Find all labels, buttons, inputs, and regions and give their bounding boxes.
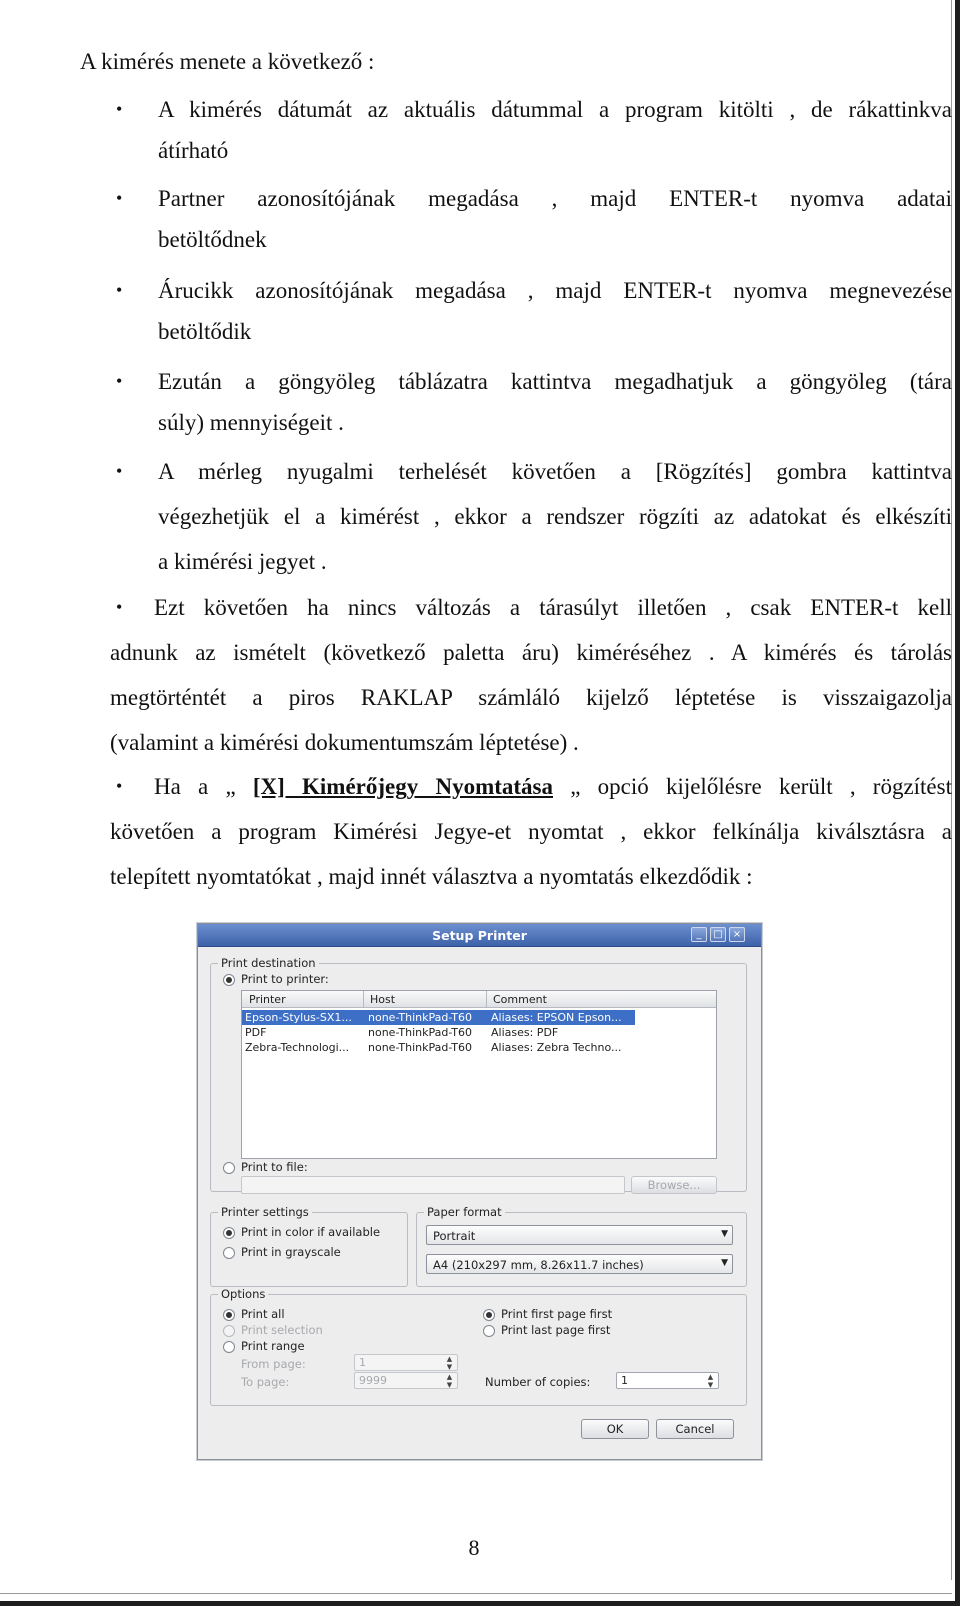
bullet-line: (valamint a kimérési dokumentumszám léptetése) . xyxy=(110,730,579,755)
bullet-line: megtörténtét a piros RAKLAP számláló kijelző léptetése is visszaigazolja xyxy=(110,685,952,710)
cancel-button[interactable]: Cancel xyxy=(656,1419,734,1439)
bullet-line: A kimérés dátumát az aktuális dátummal a program kitölti , de rákattinkva xyxy=(158,97,952,122)
close-icon[interactable]: × xyxy=(729,927,745,942)
dialog-titlebar xyxy=(198,924,761,947)
page-border-right xyxy=(955,0,960,1606)
bullet-icon: • xyxy=(116,99,123,119)
orientation-select[interactable] xyxy=(426,1225,733,1245)
chevron-down-icon: ▼ xyxy=(721,1229,728,1239)
paper-size-select[interactable] xyxy=(426,1254,733,1274)
bullet-line: átírható xyxy=(158,138,229,163)
group-label: Print destination xyxy=(218,956,319,970)
bullet-line: követően a program Kimérési Jegye-et nyomtat , ekkor felkínálja kiválsztásra a xyxy=(110,819,952,844)
from-page-label: From page: xyxy=(241,1357,306,1371)
column-header[interactable]: Comment xyxy=(493,993,547,1006)
bullet-icon: • xyxy=(116,776,123,796)
table-cell: none-ThinkPad-T60 xyxy=(368,1041,473,1054)
table-row[interactable] xyxy=(242,1025,716,1040)
last-page-first-label: Print last page first xyxy=(501,1323,611,1337)
bullet-line: végezhetjük el a kimérést , ekkor a rendszer rögzíti az adatokat és elkészíti xyxy=(158,504,952,529)
spin-up-icon[interactable]: ▲ xyxy=(707,1373,714,1381)
bullet-item xyxy=(110,87,952,173)
bullet-icon: • xyxy=(116,597,123,617)
page-number: 8 xyxy=(468,1535,480,1560)
print-destination-group xyxy=(210,956,747,1192)
last-page-first-radio[interactable] xyxy=(483,1325,495,1337)
bullet-line: betöltődnek xyxy=(158,227,267,252)
printer-settings-group xyxy=(210,1205,408,1287)
option-reference: [X] Kimérőjegy Nyomtatása xyxy=(252,774,553,799)
grayscale-label: Print in grayscale xyxy=(241,1245,341,1259)
bullet-line-post: „ opció kijelőlésre került , rögzítést xyxy=(553,774,952,799)
bullet-line xyxy=(110,764,952,809)
to-page-label: To page: xyxy=(241,1375,290,1389)
from-page-input[interactable] xyxy=(354,1354,458,1371)
bullet-icon: • xyxy=(116,188,123,208)
table-cell: Aliases: Zebra Techno... xyxy=(491,1041,622,1054)
color-radio[interactable] xyxy=(223,1227,235,1239)
bullet-item xyxy=(110,764,952,899)
bullet-line: betöltődik xyxy=(158,319,252,344)
column-header[interactable]: Printer xyxy=(249,993,286,1006)
paper-format-group xyxy=(416,1205,747,1287)
bullet-item xyxy=(110,449,952,584)
bullet-line: telepített nyomtatókat , majd innét választva a nyomtatás elkezdődik : xyxy=(110,864,753,889)
column-divider xyxy=(363,991,364,1008)
bullet-line xyxy=(110,585,952,630)
paper-size-value: A4 (210x297 mm, 8.26x11.7 inches) xyxy=(433,1258,644,1272)
spin-down-icon[interactable]: ▼ xyxy=(446,1363,453,1371)
print-range-radio[interactable] xyxy=(223,1341,235,1353)
bullet-icon: • xyxy=(116,461,123,481)
from-page-value: 1 xyxy=(359,1356,366,1369)
to-page-input[interactable] xyxy=(354,1372,458,1389)
table-cell: Zebra-Technologi... xyxy=(245,1041,350,1054)
intro-text: A kimérés menete a következő : xyxy=(80,49,375,74)
browse-button[interactable]: Browse... xyxy=(631,1176,717,1194)
print-to-file-radio[interactable] xyxy=(223,1162,235,1174)
print-to-printer-label: Print to printer: xyxy=(241,972,329,986)
file-path-input[interactable] xyxy=(241,1176,625,1194)
group-label: Paper format xyxy=(424,1205,505,1219)
color-label: Print in color if available xyxy=(241,1225,381,1239)
spin-up-icon[interactable]: ▲ xyxy=(446,1373,453,1381)
column-header[interactable]: Host xyxy=(370,993,396,1006)
page-border-bottom xyxy=(0,1601,960,1606)
printer-table[interactable] xyxy=(241,990,717,1159)
group-label: Options xyxy=(218,1287,268,1301)
bullet-line: Árucikk azonosítójának megadása , majd ENTER-t nyomva megnevezése xyxy=(158,278,952,303)
table-cell: Epson-Stylus-SX1... xyxy=(245,1011,352,1024)
table-cell: none-ThinkPad-T60 xyxy=(368,1026,473,1039)
print-selection-radio[interactable] xyxy=(223,1325,235,1337)
bullet-line: A mérleg nyugalmi terhelését követően a [Rögzítés] gombra kattintva xyxy=(158,459,952,484)
bullet-line-text: Ezt követően ha nincs változás a tárasúlyt illetően , csak ENTER-t kell xyxy=(154,595,952,620)
print-all-label: Print all xyxy=(241,1307,285,1321)
chevron-down-icon: ▼ xyxy=(721,1258,728,1268)
bullet-line: a kimérési jegyet . xyxy=(158,549,327,574)
print-selection-label: Print selection xyxy=(241,1323,323,1337)
copies-label: Number of copies: xyxy=(485,1375,591,1389)
maximize-icon[interactable]: □ xyxy=(710,927,726,942)
options-group xyxy=(210,1287,747,1406)
spin-down-icon[interactable]: ▼ xyxy=(707,1381,714,1389)
bullet-line: súly) mennyiségeit . xyxy=(158,410,344,435)
column-divider xyxy=(486,991,487,1008)
group-label: Printer settings xyxy=(218,1205,312,1219)
bullet-item xyxy=(110,585,952,765)
minimize-icon[interactable]: _ xyxy=(691,927,707,942)
print-to-file-label: Print to file: xyxy=(241,1160,308,1174)
setup-printer-dialog xyxy=(197,923,762,1460)
bullet-item xyxy=(110,359,952,445)
bullet-line: adnunk az ismételt (következő paletta áru) kiméréséhez . A kimérés és tárolás xyxy=(110,640,952,665)
bullet-line-pre: Ha a „ xyxy=(154,774,253,799)
bullet-item xyxy=(110,176,952,262)
orientation-value: Portrait xyxy=(433,1229,476,1243)
table-cell: Aliases: EPSON Epson... xyxy=(491,1011,622,1024)
bullet-line: Ezután a göngyöleg táblázatra kattintva megadhatjuk a göngyöleg (tára xyxy=(158,369,952,394)
copies-input[interactable] xyxy=(616,1372,719,1389)
bullet-icon: • xyxy=(116,280,123,300)
copies-value: 1 xyxy=(621,1374,628,1387)
table-cell: Aliases: PDF xyxy=(491,1026,559,1039)
table-cell: PDF xyxy=(245,1026,267,1039)
first-page-first-label: Print first page first xyxy=(501,1307,613,1321)
ok-button[interactable]: OK xyxy=(581,1419,649,1439)
bullet-icon: • xyxy=(116,371,123,391)
print-all-radio[interactable] xyxy=(223,1309,235,1321)
grayscale-radio[interactable] xyxy=(223,1247,235,1259)
table-row[interactable] xyxy=(242,1010,635,1025)
table-header xyxy=(242,991,716,1008)
bullet-item xyxy=(110,268,952,354)
spin-down-icon[interactable]: ▼ xyxy=(446,1381,453,1389)
bullet-line: Partner azonosítójának megadása , majd ENTER-t nyomva adatai xyxy=(158,186,952,211)
spin-up-icon[interactable]: ▲ xyxy=(446,1355,453,1363)
first-page-first-radio[interactable] xyxy=(483,1309,495,1321)
page-border-bottom-inner xyxy=(0,1593,952,1594)
print-to-printer-radio[interactable] xyxy=(223,974,235,986)
print-range-label: Print range xyxy=(241,1339,305,1353)
table-row[interactable] xyxy=(242,1040,716,1055)
dialog-title: Setup Printer xyxy=(432,928,527,943)
table-cell: none-ThinkPad-T60 xyxy=(368,1011,473,1024)
to-page-value: 9999 xyxy=(359,1374,387,1387)
